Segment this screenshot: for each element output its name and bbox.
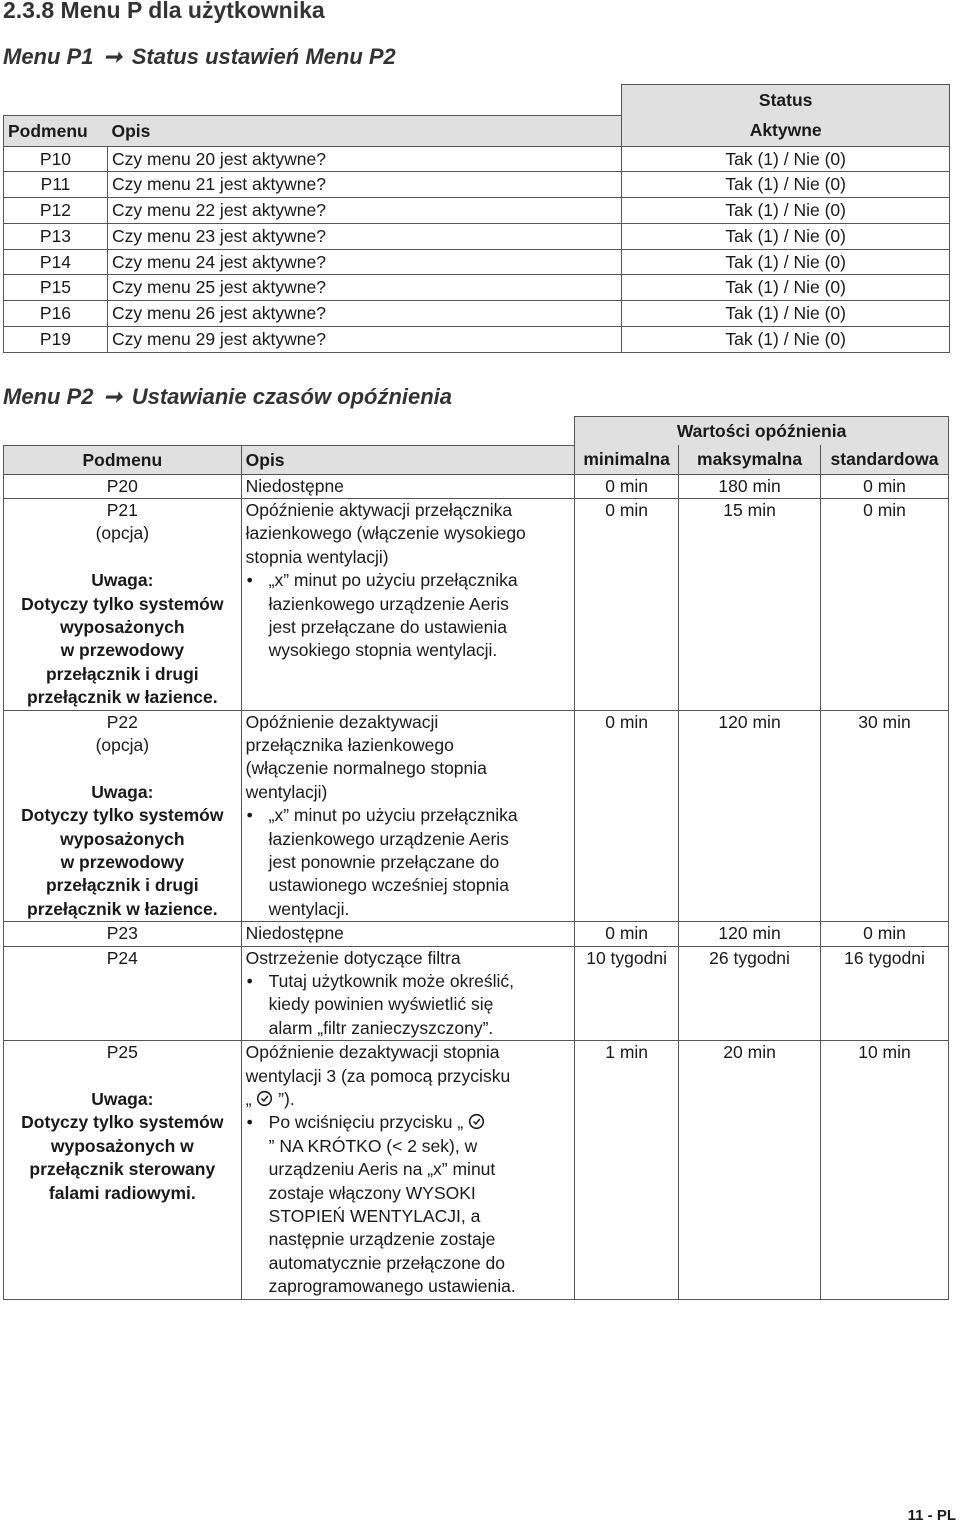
- submenu-code: P11: [4, 172, 108, 198]
- table-row: [4, 301, 950, 327]
- description: Czy menu 25 jest aktywne?: [107, 275, 621, 301]
- note-line: Dotyczy tylko systemów: [21, 593, 224, 614]
- table-row: [4, 474, 949, 498]
- value-std: 0 min: [821, 498, 949, 710]
- bullet-line: wysokiego stopnia wentylacji.: [268, 640, 498, 661]
- description: Czy menu 21 jest aktywne?: [107, 172, 621, 198]
- note-label: Uwaga:: [91, 781, 154, 802]
- submenu-code: P20: [4, 474, 242, 498]
- status-value: Tak (1) / Nie (0): [622, 249, 950, 275]
- bullet-list: [246, 1111, 571, 1298]
- submenu-cell: [4, 498, 242, 710]
- note-line: przełącznik i drugi: [45, 663, 199, 684]
- bullet-line: • „x” minut po użyciu przełącznika: [268, 805, 518, 826]
- bullet-line: wentylacji.: [268, 898, 350, 919]
- note-label: Uwaga:: [91, 570, 154, 591]
- table-row: [4, 249, 950, 275]
- table-row: [4, 172, 950, 198]
- col-aktywne: Aktywne: [622, 115, 950, 146]
- table-row: [4, 327, 950, 353]
- bullet-line: [269, 1111, 571, 1134]
- bullet-line: kiedy powinien wyświetlić się: [268, 994, 494, 1015]
- submenu-code: P25: [106, 1042, 138, 1063]
- menu-p1-title-right: Status ustawień Menu P2: [131, 44, 396, 69]
- submenu-code: P19: [4, 327, 108, 353]
- submenu-code: P21: [106, 499, 138, 520]
- col-podmenu: Podmenu: [4, 445, 242, 474]
- bullet-line: ” NA KRÓTKO (< 2 sek), w: [268, 1135, 478, 1156]
- bullet-line: łazienkowego urządzenie Aeris: [268, 593, 509, 614]
- table-row: [4, 946, 949, 1041]
- table-row: [4, 146, 950, 172]
- status-header: Status: [622, 85, 950, 116]
- submenu-code: P14: [4, 249, 108, 275]
- description-line: przełącznika łazienkowego: [245, 734, 454, 755]
- submenu-code: P24: [4, 946, 242, 1041]
- description: Czy menu 22 jest aktywne?: [107, 198, 621, 224]
- status-value: Tak (1) / Nie (0): [622, 146, 950, 172]
- value-std: 0 min: [821, 474, 949, 498]
- description: Czy menu 24 jest aktywne?: [107, 249, 621, 275]
- value-std: 30 min: [821, 710, 949, 922]
- submenu-code: P22: [106, 711, 138, 732]
- value-max: 20 min: [679, 1041, 821, 1299]
- status-value: Tak (1) / Nie (0): [622, 301, 950, 327]
- description-line: Opóźnienie dezaktywacji: [245, 711, 439, 732]
- table-row: [4, 1041, 949, 1299]
- col-minimalna: minimalna: [575, 445, 679, 474]
- menu-p2-table: [3, 416, 949, 1300]
- description: [241, 710, 575, 922]
- quote-open: „: [245, 1089, 252, 1110]
- bullet-line: automatycznie przełączone do: [268, 1252, 506, 1273]
- table-row: [4, 498, 949, 710]
- quote-close: ”).: [278, 1089, 295, 1110]
- bullet-line: jest przełączane do ustawienia: [268, 616, 507, 637]
- description: [241, 498, 575, 710]
- value-min: 10 tygodni: [575, 946, 679, 1041]
- submenu-code: P16: [4, 301, 108, 327]
- arrow-right-icon: ➞: [103, 44, 122, 69]
- table-row: [4, 223, 950, 249]
- bullet-line: alarm „filtr zanieczyszczony”.: [268, 1017, 494, 1038]
- note-line: przełącznik sterowany: [29, 1159, 216, 1180]
- page-number: 11 - PL: [907, 1507, 956, 1524]
- section-title: 2.3.8 Menu P dla użytkownika: [3, 0, 325, 23]
- description: [241, 1041, 575, 1299]
- description: Niedostępne: [241, 922, 575, 946]
- clock-icon: [256, 1090, 273, 1107]
- col-podmenu: Podmenu: [4, 115, 108, 146]
- col-opis: Opis: [241, 445, 575, 474]
- value-max: 120 min: [679, 922, 821, 946]
- bullet-line: łazienkowego urządzenie Aeris: [268, 828, 509, 849]
- status-value: Tak (1) / Nie (0): [622, 223, 950, 249]
- description-line: wentylacji): [245, 781, 328, 802]
- value-min: 1 min: [575, 1041, 679, 1299]
- description: Niedostępne: [241, 474, 575, 498]
- value-std: 10 min: [821, 1041, 949, 1299]
- bullet-line: ustawionego wcześniej stopnia: [268, 875, 509, 896]
- note-line: falami radiowymi.: [48, 1182, 196, 1203]
- note-line: Dotyczy tylko systemów: [21, 805, 224, 826]
- description-line: wentylacji 3 (za pomocą przycisku: [245, 1065, 511, 1086]
- submenu-option: (opcja): [95, 523, 150, 544]
- bullet-line: • „x” minut po użyciu przełącznika: [268, 570, 518, 591]
- col-standardowa: standardowa: [821, 445, 949, 474]
- submenu-code: P12: [4, 198, 108, 224]
- submenu-code: P13: [4, 223, 108, 249]
- description-line: Opóźnienie dezaktywacji stopnia: [245, 1042, 500, 1063]
- value-min: 0 min: [575, 922, 679, 946]
- value-max: 15 min: [679, 498, 821, 710]
- table-row: [4, 198, 950, 224]
- bullet-line: • Tutaj użytkownik może określić,: [268, 971, 515, 992]
- value-max: 120 min: [679, 710, 821, 922]
- status-value: Tak (1) / Nie (0): [622, 198, 950, 224]
- arrow-right-icon: ➞: [103, 384, 122, 409]
- value-std: 16 tygodni: [821, 946, 949, 1041]
- note-line: wyposażonych: [60, 616, 185, 637]
- description-line: stopnia wentylacji): [245, 546, 389, 567]
- bullet-text: Po wciśnięciu przycisku „: [268, 1112, 464, 1133]
- bullet-line: zaprogramowanego ustawienia.: [268, 1276, 516, 1297]
- status-value: Tak (1) / Nie (0): [622, 327, 950, 353]
- description: Czy menu 29 jest aktywne?: [107, 327, 621, 353]
- value-min: 0 min: [575, 710, 679, 922]
- menu-p1-title-left: Menu P1: [3, 44, 94, 69]
- submenu-option: (opcja): [95, 734, 150, 755]
- bullet-line: urządzeniu Aeris na „x” minut: [268, 1159, 496, 1180]
- table-row: [4, 275, 950, 301]
- status-value: Tak (1) / Nie (0): [622, 172, 950, 198]
- description: [241, 946, 575, 1041]
- submenu-cell: [4, 1041, 242, 1299]
- table-row: [4, 922, 949, 946]
- col-opis: Opis: [107, 115, 621, 146]
- value-min: 0 min: [575, 498, 679, 710]
- submenu-code: P23: [4, 922, 242, 946]
- note-line: przełącznik w łazience.: [27, 898, 218, 919]
- bullet-line: jest ponownie przełączane do: [268, 851, 500, 872]
- submenu-code: P10: [4, 146, 108, 172]
- note-line: wyposażonych w: [50, 1135, 194, 1156]
- description-line: (włączenie normalnego stopnia: [245, 758, 487, 779]
- menu-p2-title: [3, 384, 452, 410]
- values-header: Wartości opóźnienia: [575, 417, 949, 446]
- note-line: wyposażonych: [60, 828, 185, 849]
- description-line: [246, 1088, 571, 1111]
- bullet-item: [269, 1111, 571, 1298]
- table-row: [4, 710, 949, 922]
- submenu-cell: [4, 710, 242, 922]
- note-line: Dotyczy tylko systemów: [21, 1112, 224, 1133]
- note-line: w przewodowy: [60, 640, 185, 661]
- description-line: łazienkowego (włączenie wysokiego: [245, 523, 526, 544]
- menu-p1-table: [3, 84, 950, 353]
- bullet-item: [269, 569, 571, 663]
- note-line: przełącznik w łazience.: [27, 687, 218, 708]
- status-value: Tak (1) / Nie (0): [622, 275, 950, 301]
- bullet-list: [246, 569, 571, 663]
- submenu-code: P15: [4, 275, 108, 301]
- col-maksymalna: maksymalna: [679, 445, 821, 474]
- value-max: 26 tygodni: [679, 946, 821, 1041]
- bullet-line: następnie urządzenie zostaje: [268, 1229, 496, 1250]
- bullet-item: [269, 804, 571, 921]
- value-std: 0 min: [821, 922, 949, 946]
- bullet-list: [246, 804, 571, 921]
- note-line: przełącznik i drugi: [45, 875, 199, 896]
- description-line: Opóźnienie aktywacji przełącznika: [245, 499, 513, 520]
- bullet-line: STOPIEŃ WENTYLACJI, a: [268, 1206, 481, 1227]
- note-line: w przewodowy: [60, 851, 185, 872]
- menu-p1-title: [3, 44, 396, 70]
- menu-p2-title-right: Ustawianie czasów opóźnienia: [131, 384, 453, 409]
- description: Czy menu 26 jest aktywne?: [107, 301, 621, 327]
- description: Czy menu 20 jest aktywne?: [107, 146, 621, 172]
- bullet-line: zostaje włączony WYSOKI: [268, 1182, 476, 1203]
- note-label: Uwaga:: [91, 1089, 154, 1110]
- description: Czy menu 23 jest aktywne?: [107, 223, 621, 249]
- bullet-item: [269, 970, 571, 1040]
- clock-icon: [468, 1113, 485, 1130]
- value-max: 180 min: [679, 474, 821, 498]
- description-line: Ostrzeżenie dotyczące filtra: [245, 947, 461, 968]
- menu-p2-title-left: Menu P2: [3, 384, 94, 409]
- value-min: 0 min: [575, 474, 679, 498]
- bullet-list: [246, 970, 571, 1040]
